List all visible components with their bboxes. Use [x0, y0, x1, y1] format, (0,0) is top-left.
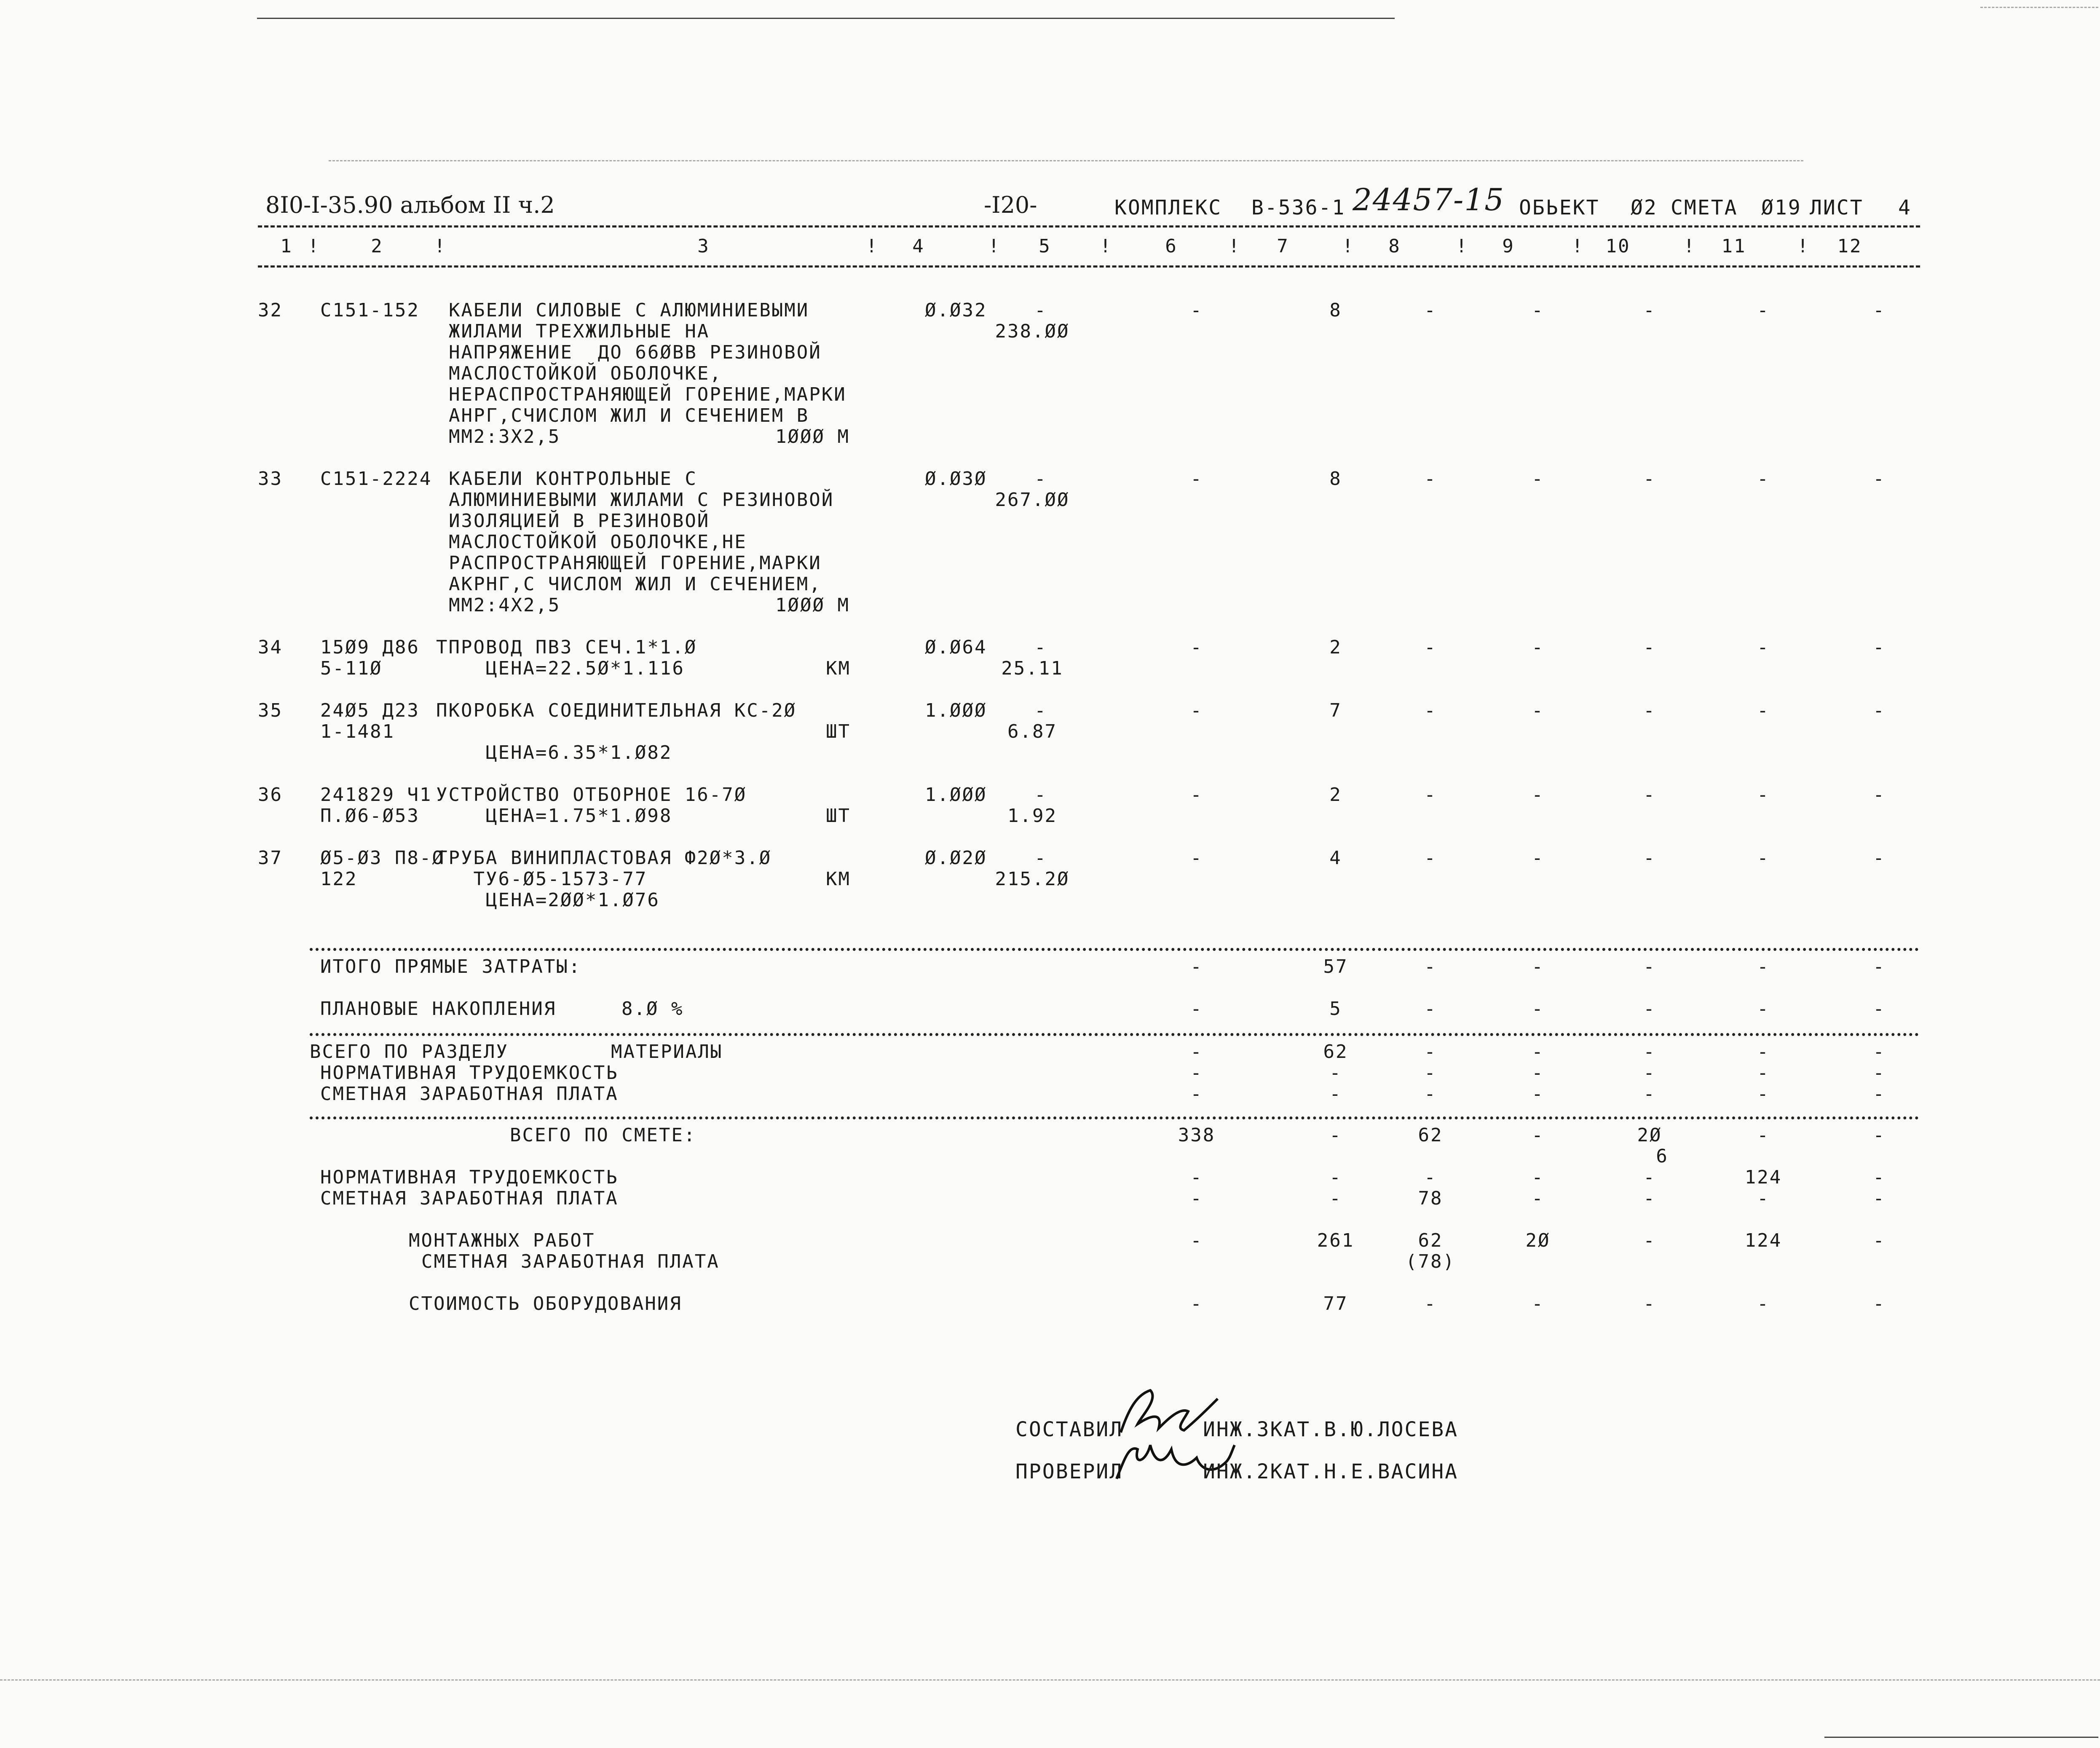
totals-section_labor-col-9: - [1532, 1062, 1544, 1084]
row-32-price: - [1034, 300, 1047, 321]
row-34-col-9: - [1532, 637, 1544, 658]
totals-rule [310, 948, 1919, 951]
totals-equipment-col-6: - [1190, 1293, 1203, 1314]
complex-label: КОМПЛЕКС [1114, 196, 1222, 220]
row-34-col-6: - [1190, 637, 1203, 658]
totals-equipment-col-11: - [1757, 1293, 1770, 1314]
row-32-col-11: - [1757, 300, 1770, 321]
row-37-col-9: - [1532, 847, 1544, 869]
row-37-col-10: - [1643, 847, 1656, 869]
row-33-price: 267.ØØ [995, 489, 1070, 511]
row-33-number: 33 [258, 468, 283, 490]
totals-section-col-12: - [1873, 1041, 1886, 1063]
row-32-col-7: 8 [1329, 300, 1342, 321]
row-37-number: 37 [258, 847, 283, 869]
totals-section-col-10: - [1643, 1041, 1656, 1063]
column-header-2: 2 [371, 236, 383, 257]
totals-section-col-8: - [1424, 1041, 1437, 1063]
totals-install-col-12: - [1873, 1230, 1886, 1251]
scan-edge-line [1824, 1737, 2098, 1738]
row-33-description: АЛЮМИНИЕВЫМИ ЖИЛАМИ С РЕЗИНОВОЙ [449, 489, 834, 511]
row-33-description: КАБЕЛИ КОНТРОЛЬНЫЕ С [449, 468, 697, 490]
totals-section_labor-col-7: - [1329, 1062, 1342, 1084]
totals-install-col-11: 124 [1744, 1230, 1782, 1251]
row-33-col-12: - [1873, 468, 1886, 490]
row-34-unit: КМ [826, 658, 851, 679]
totals-section_wage-col-6: - [1190, 1083, 1203, 1105]
row-34-col-7: 2 [1329, 637, 1342, 658]
checked-by-name: ИНЖ.2КАТ.Н.Е.ВАСИНА [1203, 1460, 1459, 1483]
column-separator: ! [1342, 236, 1355, 257]
row-34-code: 5-11Ø [320, 658, 383, 679]
row-36-quantity: 1.ØØØ [925, 784, 987, 806]
totals-estimate-col-10-sub: 6 [1656, 1146, 1669, 1167]
row-35-code: 24Ø5 Д23 [320, 700, 420, 721]
row-32-description: НАПРЯЖЕНИЕ ДО 66ØВВ РЕЗИНОВОЙ [449, 342, 822, 363]
scan-faint-line [329, 160, 1803, 161]
totals-wage-col-8: 78 [1418, 1188, 1443, 1209]
column-header-8: 8 [1388, 236, 1401, 257]
row-36-price: 1.92 [1007, 805, 1057, 827]
totals-section_wage-col-7: - [1329, 1083, 1342, 1105]
row-33-col-8: - [1424, 468, 1437, 490]
row-34-col-12: - [1873, 637, 1886, 658]
totals-section-col-7: 62 [1323, 1041, 1348, 1063]
checked-by-label: ПРОВЕРИЛ [1015, 1460, 1123, 1483]
column-header-4: 4 [912, 236, 925, 257]
row-32-code: С151-152 [320, 300, 420, 321]
column-separator: ! [1797, 236, 1810, 257]
section-rule [310, 1033, 1919, 1036]
column-header-3: 3 [697, 236, 710, 257]
row-34-quantity: Ø.Ø64 [925, 637, 987, 658]
totals-planned-col-7: 5 [1329, 998, 1342, 1020]
row-33-code: С151-2224 [320, 468, 432, 490]
row-36-code: 241829 Ч1 [320, 784, 432, 806]
totals-section_wage-col-10: - [1643, 1083, 1656, 1105]
row-34-col-8: - [1424, 637, 1437, 658]
row-36-col-8: - [1424, 784, 1437, 806]
row-32-unit: 1ØØØ М [775, 426, 850, 447]
totals-wage-col-6: - [1190, 1188, 1203, 1209]
scan-edge-line [1980, 7, 2098, 8]
row-36-number: 36 [258, 784, 283, 806]
totals-install-col-9: 2Ø [1525, 1230, 1551, 1251]
column-separator: ! [866, 236, 879, 257]
column-header-10: 10 [1605, 236, 1631, 257]
totals-wage-col-10: - [1643, 1188, 1656, 1209]
estimate-rule [310, 1116, 1919, 1119]
row-35-unit: ШТ [826, 721, 851, 742]
totals-install-col-7: 261 [1317, 1230, 1355, 1251]
totals-install-col-8: 62 [1418, 1230, 1443, 1251]
column-header-12: 12 [1837, 236, 1862, 257]
sheet-label: ЛИСТ [1810, 196, 1864, 220]
row-35-col-6: - [1190, 700, 1203, 721]
totals-wage-col-7: - [1329, 1188, 1342, 1209]
totals-direct-col-9: - [1532, 956, 1544, 977]
object-number: Ø2 [1631, 196, 1658, 220]
totals-direct-col-10: - [1643, 956, 1656, 977]
row-33-col-11: - [1757, 468, 1770, 490]
row-36-col-10: - [1643, 784, 1656, 806]
totals-estimate-label: ВСЕГО ПО СМЕТЕ: [510, 1124, 696, 1146]
totals-labor-label: НОРМАТИВНАЯ ТРУДОЕМКОСТЬ [320, 1167, 619, 1188]
row-37-description: ТРУБА ВИНИПЛАСТОВАЯ Ф2Ø*3.Ø [436, 847, 772, 869]
column-header-1: 1 [280, 236, 293, 257]
totals-direct-label: ИТОГО ПРЯМЫЕ ЗАТРАТЫ: [320, 956, 581, 977]
compiled-by-label: СОСТАВИЛ [1015, 1418, 1123, 1441]
row-37-col-6: - [1190, 847, 1203, 869]
totals-section_labor-col-12: - [1873, 1062, 1886, 1084]
totals-direct-col-11: - [1757, 956, 1770, 977]
row-35-quantity: 1.ØØØ [925, 700, 987, 721]
totals-estimate-col-12: - [1873, 1124, 1886, 1146]
row-33-col-10: - [1643, 468, 1656, 490]
row-32-col-8: - [1424, 300, 1437, 321]
totals-install-label: МОНТАЖНЫХ РАБОТ [409, 1230, 595, 1251]
column-header-6: 6 [1165, 236, 1178, 257]
row-37-unit: КМ [826, 868, 851, 890]
row-32-quantity: Ø.Ø32 [925, 300, 987, 321]
totals-labor-col-12: - [1873, 1167, 1886, 1188]
totals-labor-col-11: 124 [1744, 1167, 1782, 1188]
totals-section_wage-col-8: - [1424, 1083, 1437, 1105]
totals-labor-col-8: - [1424, 1167, 1437, 1188]
totals-section_labor-col-8: - [1424, 1062, 1437, 1084]
row-33-col-6: - [1190, 468, 1203, 490]
column-separator: ! [308, 236, 320, 257]
row-37-price: 215.2Ø [995, 868, 1070, 890]
sheet-number: 4 [1898, 196, 1912, 220]
row-36-description: ЦЕНА=1.75*1.Ø98 [436, 805, 672, 827]
row-32-number: 32 [258, 300, 283, 321]
row-32-description: ЖИЛАМИ ТРЕХЖИЛЬНЫЕ НА [449, 321, 710, 342]
row-37-description: ТУ6-Ø5-1573-77 [436, 868, 648, 890]
row-35-col-9: - [1532, 700, 1544, 721]
column-separator: ! [1228, 236, 1241, 257]
row-33-quantity: Ø.Ø3Ø [925, 468, 987, 490]
row-35-price: 6.87 [1007, 721, 1057, 742]
column-separator: ! [1683, 236, 1696, 257]
smeta-number: Ø19 [1761, 196, 1802, 220]
row-34-col-10: - [1643, 637, 1656, 658]
totals-section-col-11: - [1757, 1041, 1770, 1063]
row-34-number: 34 [258, 637, 283, 658]
row-37-description: ЦЕНА=2ØØ*1.Ø76 [436, 889, 660, 911]
totals-wage-col-11: - [1757, 1188, 1770, 1209]
complex-code: В-536-1 [1251, 196, 1346, 220]
totals-planned-col-11: - [1757, 998, 1770, 1020]
row-37-col-8: - [1424, 847, 1437, 869]
row-35-number: 35 [258, 700, 283, 721]
page-number: -I20- [984, 192, 1037, 218]
totals-direct-col-7: 57 [1323, 956, 1348, 977]
row-37-quantity: Ø.Ø2Ø [925, 847, 987, 869]
totals-equipment-col-10: - [1643, 1293, 1656, 1314]
row-34-price: 25.11 [1001, 658, 1063, 679]
row-35-col-12: - [1873, 700, 1886, 721]
complex-number: 24457-15 [1353, 182, 1505, 217]
totals-planned-col-8: - [1424, 998, 1437, 1020]
totals-equipment-col-9: - [1532, 1293, 1544, 1314]
row-32-description: НЕРАСПРОСТРАНЯЮЩЕЙ ГОРЕНИЕ,МАРКИ [449, 384, 846, 405]
row-34-price: - [1034, 637, 1047, 658]
row-33-description: МАСЛОСТОЙКОЙ ОБОЛОЧКЕ,НЕ [449, 531, 747, 553]
planned-percent: 8.Ø % [621, 998, 684, 1020]
row-32-col-6: - [1190, 300, 1203, 321]
row-34-description: ТПРОВОД ПВЗ СЕЧ.1*1.Ø [436, 637, 697, 658]
row-35-col-11: - [1757, 700, 1770, 721]
row-36-code: П.Ø6-Ø53 [320, 805, 420, 827]
totals-estimate-col-10: 2Ø [1637, 1124, 1662, 1146]
totals-equipment-label: СТОИМОСТЬ ОБОРУДОВАНИЯ [409, 1293, 682, 1314]
row-36-description: УСТРОЙСТВО ОТБОРНОЕ 16-7Ø [436, 784, 747, 806]
totals-section_wage-label: СМЕТНАЯ ЗАРАБОТНАЯ ПЛАТА [320, 1083, 619, 1105]
column-header-11: 11 [1721, 236, 1746, 257]
row-36-col-6: - [1190, 784, 1203, 806]
row-37-price: - [1034, 847, 1047, 869]
row-34-code: 15Ø9 Д86 [320, 637, 420, 658]
totals-section_labor-col-6: - [1190, 1062, 1203, 1084]
totals-direct-col-12: - [1873, 956, 1886, 977]
totals-planned-col-12: - [1873, 998, 1886, 1020]
totals-section-col-9: - [1532, 1041, 1544, 1063]
totals-install_wage-label: СМЕТНАЯ ЗАРАБОТНАЯ ПЛАТА [421, 1251, 720, 1272]
row-35-code: 1-1481 [320, 721, 395, 742]
row-36-col-7: 2 [1329, 784, 1342, 806]
totals-wage-label: СМЕТНАЯ ЗАРАБОТНАЯ ПЛАТА [320, 1188, 619, 1209]
compiled-by-name: ИНЖ.3КАТ.В.Ю.ЛОСЕВА [1203, 1418, 1459, 1441]
row-32-description: КАБЕЛИ СИЛОВЫЕ С АЛЮМИНИЕВЫМИ [449, 300, 809, 321]
totals-estimate-col-7: - [1329, 1124, 1342, 1146]
row-36-price: - [1034, 784, 1047, 806]
row-35-col-7: 7 [1329, 700, 1342, 721]
column-separator: ! [434, 236, 447, 257]
column-separator: ! [1100, 236, 1112, 257]
totals-equipment-col-12: - [1873, 1293, 1886, 1314]
totals-wage-col-9: - [1532, 1188, 1544, 1209]
totals-planned-col-9: - [1532, 998, 1544, 1020]
row-32-col-10: - [1643, 300, 1656, 321]
totals-labor-col-7: - [1329, 1167, 1342, 1188]
row-35-price: - [1034, 700, 1047, 721]
column-header-9: 9 [1502, 236, 1515, 257]
header-rule [258, 225, 1920, 228]
row-37-col-7: 4 [1329, 847, 1342, 869]
row-37-col-11: - [1757, 847, 1770, 869]
totals-section_labor-col-10: - [1643, 1062, 1656, 1084]
row-36-col-9: - [1532, 784, 1544, 806]
document-code: 8I0-I-35.90 альбом II ч.2 [265, 192, 555, 218]
totals-planned-label: ПЛАНОВЫЕ НАКОПЛЕНИЯ [320, 998, 557, 1020]
row-32-price: 238.ØØ [995, 321, 1070, 342]
row-35-col-8: - [1424, 700, 1437, 721]
row-33-unit: 1ØØØ М [775, 594, 850, 616]
row-37-code: 122 [320, 868, 358, 890]
totals-estimate-col-9: - [1532, 1124, 1544, 1146]
row-33-price: - [1034, 468, 1047, 490]
totals-estimate-col-6: 338 [1178, 1124, 1216, 1146]
column-header-5: 5 [1039, 236, 1051, 257]
row-32-col-9: - [1532, 300, 1544, 321]
columns-rule [258, 265, 1920, 268]
totals-direct-col-8: - [1424, 956, 1437, 977]
row-32-description: АНРГ,СЧИСЛОМ ЖИЛ И СЕЧЕНИЕМ В [449, 405, 809, 426]
row-32-description: ММ2:3Х2,5 [449, 426, 561, 447]
row-35-description: ПКОРОБКА СОЕДИНИТЕЛЬНАЯ КС-2Ø [436, 700, 797, 721]
row-32-col-12: - [1873, 300, 1886, 321]
totals-install_wage-col-8: (78) [1406, 1251, 1455, 1272]
scan-faint-line [0, 1679, 2100, 1681]
row-36-col-11: - [1757, 784, 1770, 806]
row-35-col-10: - [1643, 700, 1656, 721]
row-37-code: Ø5-Ø3 П8-Ø [320, 847, 445, 869]
row-36-col-12: - [1873, 784, 1886, 806]
column-separator: ! [1572, 236, 1584, 257]
totals-equipment-col-7: 77 [1323, 1293, 1348, 1314]
row-34-col-11: - [1757, 637, 1770, 658]
row-36-unit: ШТ [826, 805, 851, 827]
totals-install-col-10: - [1643, 1230, 1656, 1251]
smeta-label: СМЕТА [1671, 196, 1738, 220]
totals-labor-col-6: - [1190, 1167, 1203, 1188]
row-33-col-7: 8 [1329, 468, 1342, 490]
totals-wage-col-12: - [1873, 1188, 1886, 1209]
row-33-description: ММ2:4Х2,5 [449, 594, 561, 616]
totals-equipment-col-8: - [1424, 1293, 1437, 1314]
totals-section_labor-col-11: - [1757, 1062, 1770, 1084]
totals-section-label: ВСЕГО ПО РАЗДЕЛУ [310, 1041, 509, 1063]
totals-section_wage-col-12: - [1873, 1083, 1886, 1105]
row-35-description: ЦЕНА=6.35*1.Ø82 [436, 742, 672, 763]
totals-install-col-6: - [1190, 1230, 1203, 1251]
totals-estimate-col-11: - [1757, 1124, 1770, 1146]
totals-direct-col-6: - [1190, 956, 1203, 977]
row-34-description: ЦЕНА=22.5Ø*1.116 [436, 658, 685, 679]
object-label: ОБЬЕКТ [1519, 196, 1600, 220]
column-separator: ! [1456, 236, 1468, 257]
totals-section_wage-col-11: - [1757, 1083, 1770, 1105]
totals-labor-col-10: - [1643, 1167, 1656, 1188]
column-header-7: 7 [1277, 236, 1289, 257]
scan-edge-line [257, 18, 1395, 19]
totals-planned-col-10: - [1643, 998, 1656, 1020]
row-37-col-12: - [1873, 847, 1886, 869]
totals-section_wage-col-9: - [1532, 1083, 1544, 1105]
totals-section_labor-label: НОРМАТИВНАЯ ТРУДОЕМКОСТЬ [320, 1062, 619, 1084]
totals-section-col-6: - [1190, 1041, 1203, 1063]
row-33-description: АКРНГ,С ЧИСЛОМ ЖИЛ И СЕЧЕНИЕМ, [449, 573, 822, 595]
totals-estimate-col-8: 62 [1418, 1124, 1443, 1146]
row-33-description: РАСПРОСТРАНЯЮЩЕЙ ГОРЕНИЕ,МАРКИ [449, 552, 822, 574]
totals-planned-col-6: - [1190, 998, 1203, 1020]
section-name: МАТЕРИАЛЫ [611, 1041, 723, 1063]
totals-labor-col-9: - [1532, 1167, 1544, 1188]
row-33-description: ИЗОЛЯЦИЕЙ В РЕЗИНОВОЙ [449, 510, 710, 532]
column-separator: ! [988, 236, 1001, 257]
row-32-description: МАСЛОСТОЙКОЙ ОБОЛОЧКЕ, [449, 363, 722, 384]
row-33-col-9: - [1532, 468, 1544, 490]
